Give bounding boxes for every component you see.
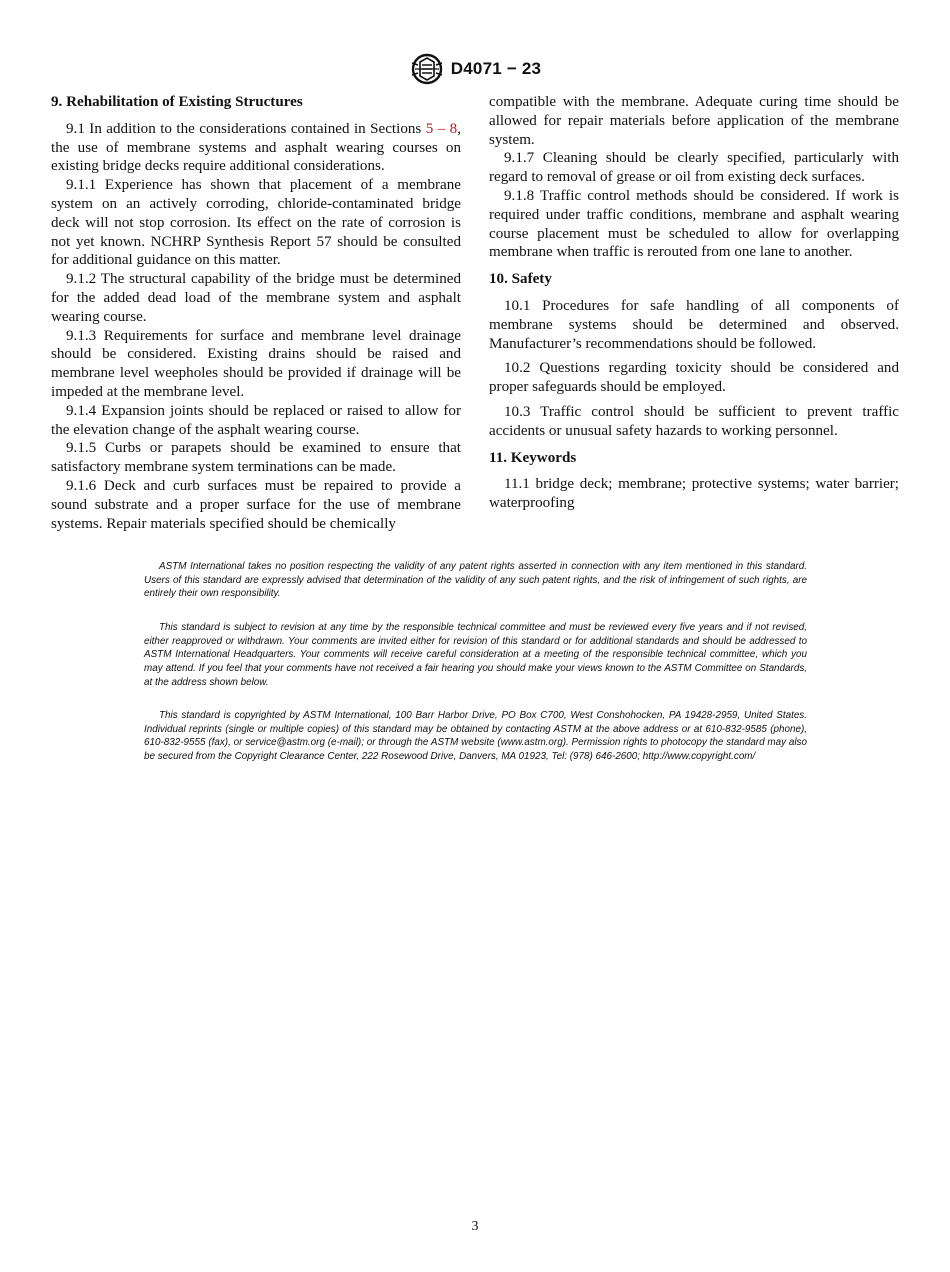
paragraph-9-1-6: 9.1.6 Deck and curb surfaces must be repaired to provide a sound substrate and a proper surface for the use of membrane systems. Repair materials specified should be chemically (51, 477, 461, 532)
paragraph-9-1-text: 9.1 In addition to the considerations contained in Sections (66, 120, 426, 137)
page-number: 3 (471, 1219, 479, 1234)
section-cross-reference-link[interactable]: 5 – 8 (425, 120, 458, 137)
patent-notice-text: ASTM International takes no position respecting the validity of any patent rights asserted in connection with any item mentioned in this standard. Users of this standard are expressly advised that determination of the validity of any such patent rights, and the risk of infringement of such rights, are entirely their own responsibility. (144, 561, 807, 600)
right-column (489, 93, 899, 513)
paragraph-9-1-8: 9.1.8 Traffic control methods should be considered. If work is required under traffic conditions, membrane and asphalt wearing course placement must be scheduled to allow for overlapping membrane when traffic is rerouted from one lane to another. (489, 187, 899, 261)
patent-notice (144, 560, 807, 601)
paragraph-9-1-1: 9.1.1 Experience has shown that placement of a membrane system on an actively corroding, chloride-contaminated bridge deck will not stop corrosion. Its effect on the rate of corrosion is not yet known. NCHRP Synthesis Report 57 should be consulted for additional guidance on this matter. (51, 177, 461, 269)
section-heading-11: 11. Keywords (489, 449, 577, 466)
section-heading-9: 9. Rehabilitation of Existing Structures (51, 94, 303, 110)
copyright-notice (144, 709, 807, 764)
paragraph-9-1-7: 9.1.7 Cleaning should be clearly specified, particularly with regard to removal of grease or oil from existing deck surfaces. (489, 150, 899, 186)
revision-notice (144, 621, 807, 690)
paragraph-9-1 (51, 120, 461, 176)
section-heading-10: 10. Safety (489, 271, 552, 288)
paragraph-9-1-text-cont: , the use of membrane systems and asphalt wearing courses on existing bridge decks require additional considerations. (51, 120, 462, 175)
revision-notice-text: This standard is subject to revision at any time by the responsible technical committee and must be reviewed every five years and if not revised, either reapproved or withdrawn. Your comments are invited either for revision of this standard or for additional standards and should be addressed to ASTM International Headquarters. Your comments will receive careful consideration at a meeting of the responsible technical committee, which you may attend. If you feel that your comments have not received a fair hearing you should make your views known to the ASTM Committee on Standards, at the address shown below. (144, 622, 807, 688)
paragraph-9-1-4: 9.1.4 Expansion joints should be replaced or raised to allow for the elevation change of the asphalt wearing course. (51, 402, 461, 438)
page-header (0, 52, 950, 86)
paragraph-10-1: 10.1 Procedures for safe handling of all components of membrane systems should be determined and observed. Manufacturer’s recommendations should be followed. (489, 297, 899, 352)
paragraph-9-1-3: 9.1.3 Requirements for surface and membrane level drainage should be considered. Existing drains should be raised and membrane level weepholes should be provided if drainage will be impeded at the membrane level. (51, 327, 461, 400)
paragraph-9-1-5: 9.1.5 Curbs or parapets should be examined to ensure that satisfactory membrane system terminations can be made. (51, 440, 461, 476)
paragraph-10-3: 10.3 Traffic control should be sufficient to prevent traffic accidents or unusual safety hazards to working personnel. (489, 403, 899, 439)
left-column (51, 93, 461, 533)
standard-designation: D4071 − 23 (450, 59, 542, 78)
paragraph-9-1-6-continued: compatible with the membrane. Adequate curing time should be allowed for repair materials before application of the membrane system. (489, 94, 899, 148)
paragraph-10-2: 10.2 Questions regarding toxicity should be considered and proper safeguards should be employed. (489, 360, 899, 396)
paragraph-11-1: 11.1 bridge deck; membrane; protective systems; water barrier; waterproofing (489, 476, 899, 512)
astm-logo-icon (409, 53, 445, 85)
copyright-notice-text: This standard is copyrighted by ASTM International, 100 Barr Harbor Drive, PO Box C700, West Conshohocken, PA 19428-2959, United States. Individual reprints (single or multiple copies) of this standard may be obtained by contacting ASTM at the above address or at 610-832-9585 (phone), 610-832-9555 (fax), or service@astm.org (e-mail); or through the ASTM website (www.astm.org). Permission rights to photocopy the standard may also be secured from the Copyright Clearance Center, 222 Rosewood Drive, Danvers, MA 01923, Tel: (978) 646-2600; http://www.copyright.com/ (144, 710, 807, 763)
paragraph-9-1-2: 9.1.2 The structural capability of the bridge must be determined for the added dead load of the membrane system and asphalt wearing course. (51, 271, 461, 325)
